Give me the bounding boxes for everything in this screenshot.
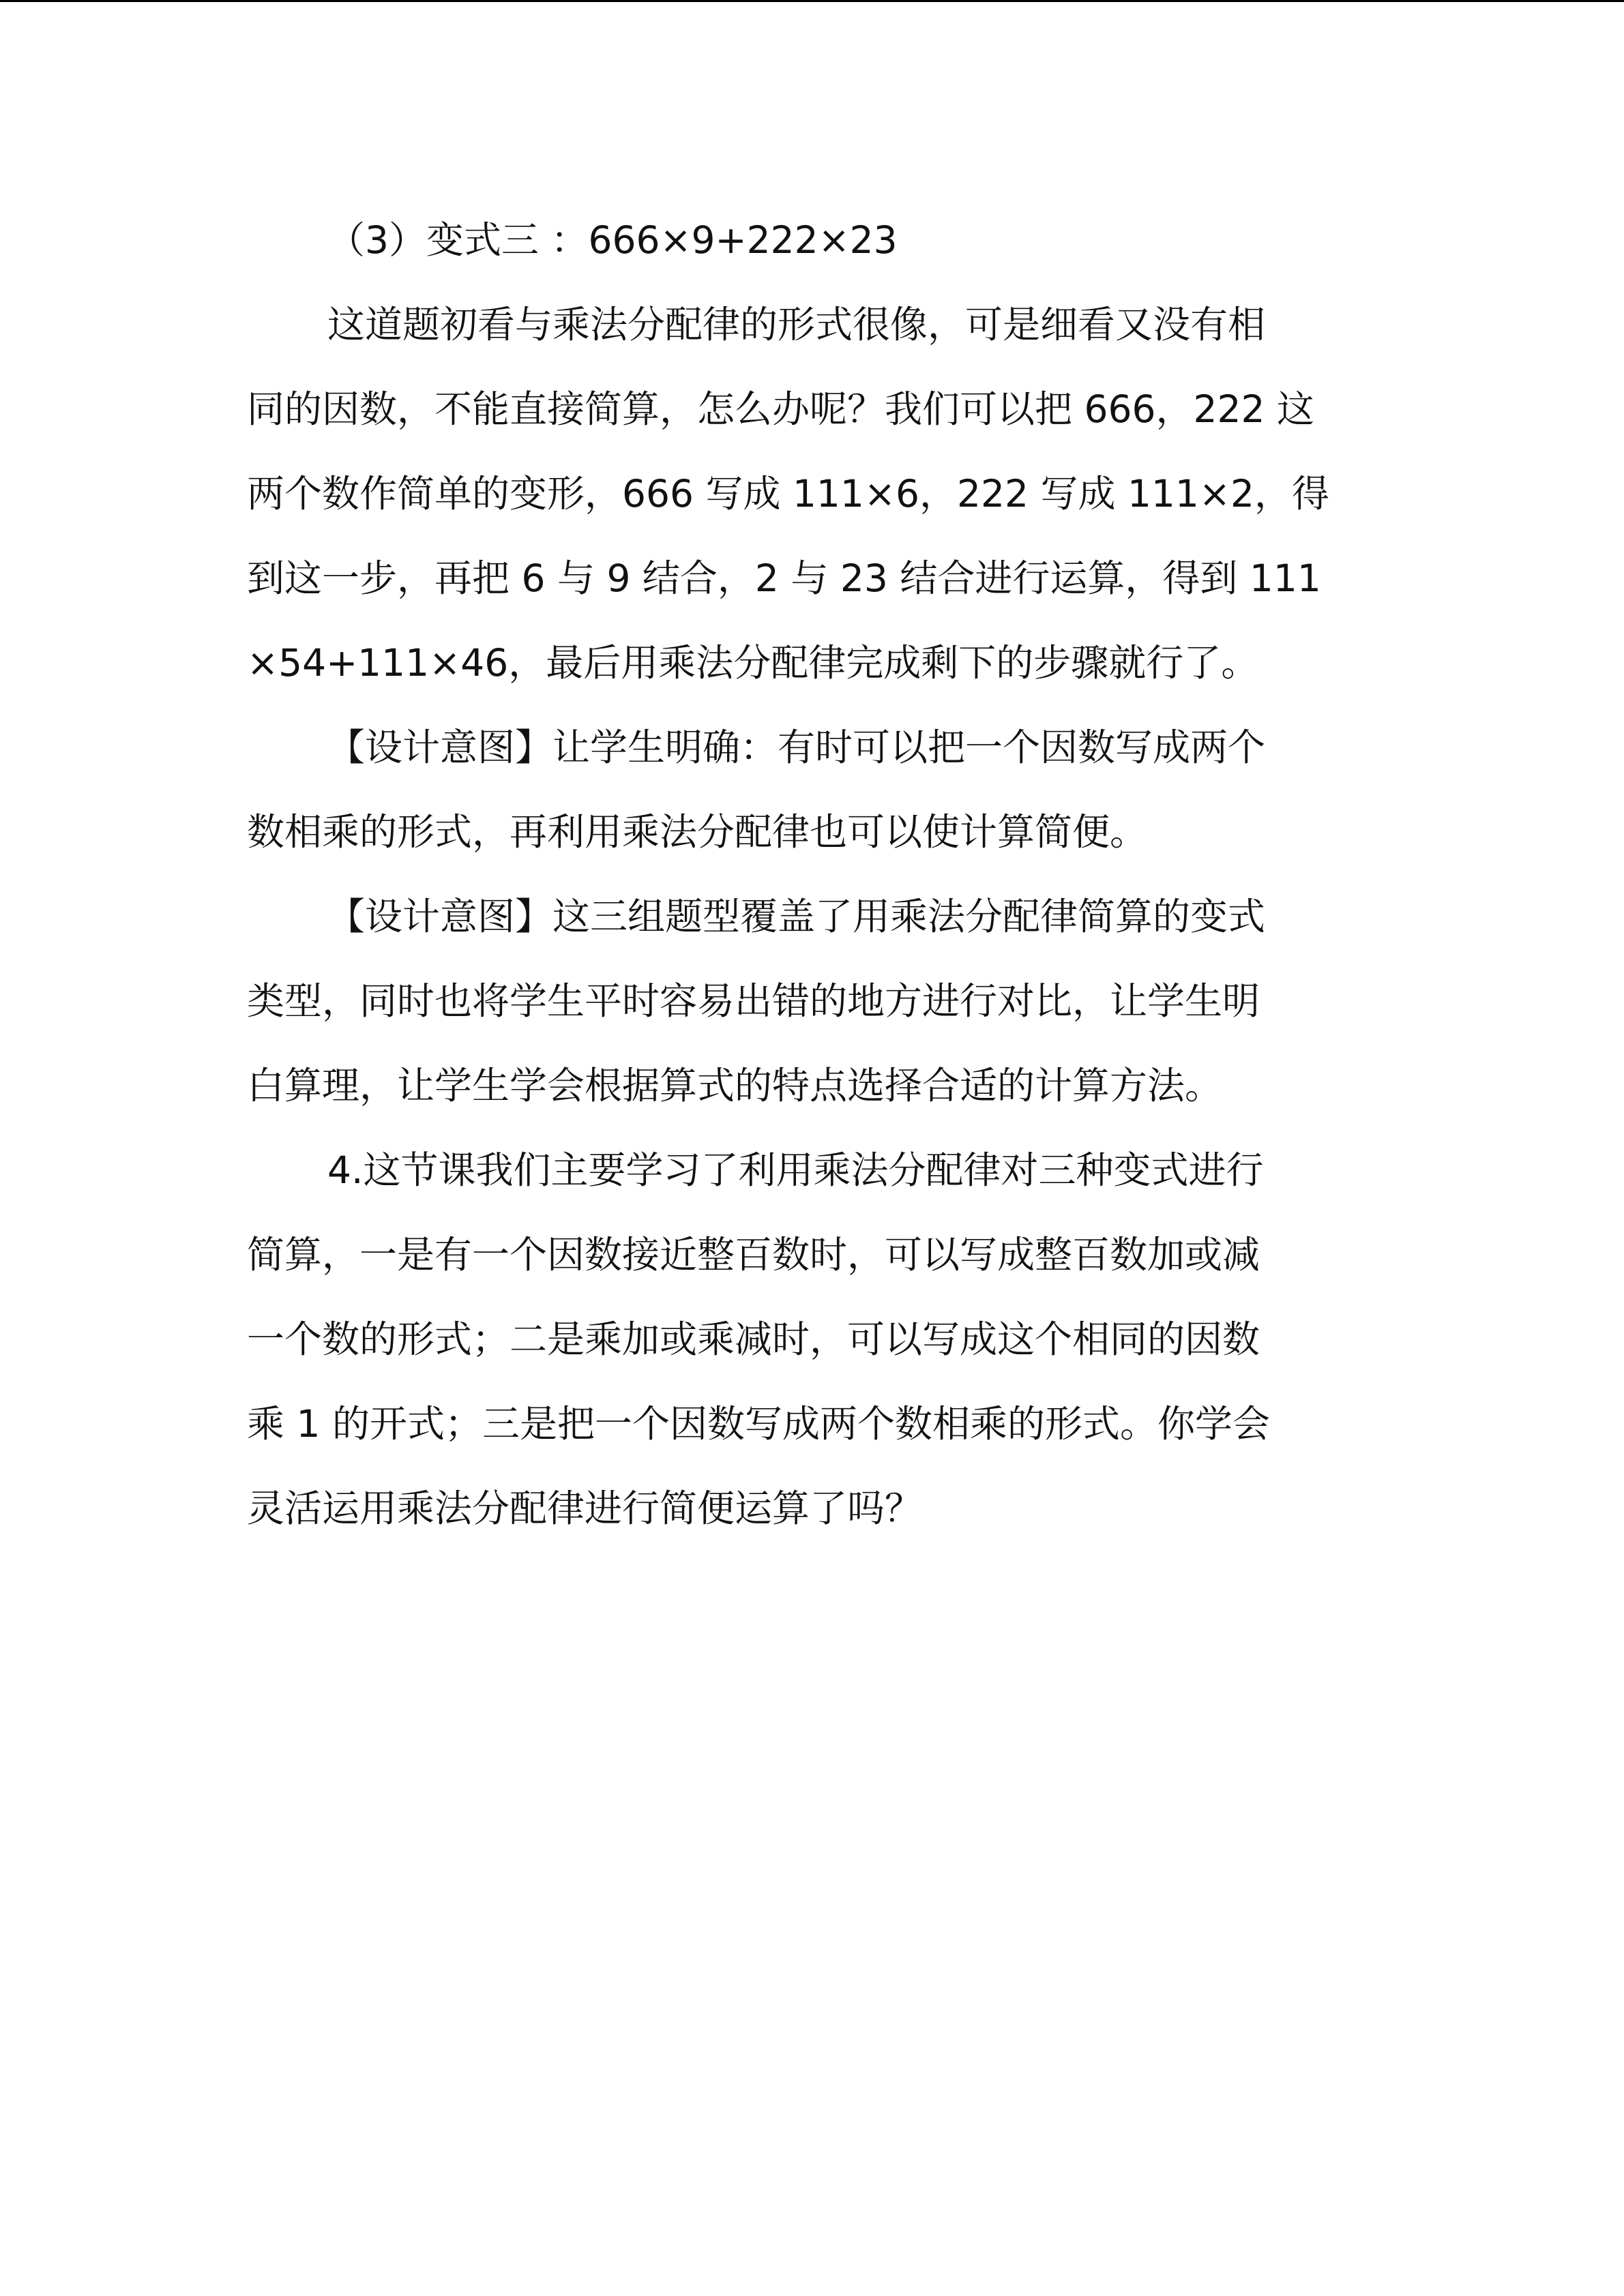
paragraph-line: 同的因数，不能直接简算，怎么办呢？我们可以把 666，222 这 — [247, 387, 1314, 431]
design-intent-line: 数相乘的形式，再利用乘法分配律也可以使计算简便。 — [247, 810, 1148, 854]
page-top-border — [0, 0, 1624, 2]
summary-line: 简算，一是有一个因数接近整百数时，可以写成整百数加或减 — [247, 1233, 1260, 1277]
paragraph-line: 两个数作简单的变形，666 写成 111×6，222 写成 111×2，得 — [247, 472, 1329, 516]
design-intent-line: 【设计意图】这三组题型覆盖了用乘法分配律简算的变式 — [327, 895, 1266, 938]
paragraph-line: 这道题初看与乘法分配律的形式很像，可是细看又没有相 — [327, 303, 1266, 346]
paragraph-line: ×54+111×46，最后用乘法分配律完成剩下的步骤就行了。 — [247, 641, 1259, 685]
heading-variant-three: （3）变式三 ：666×9+222×23 — [327, 218, 898, 262]
design-intent-line: 类型，同时也将学生平时容易出错的地方进行对比，让学生明 — [247, 979, 1260, 1023]
summary-line: 4.这节课我们主要学习了利用乘法分配律对三种变式进行 — [327, 1148, 1264, 1192]
summary-line: 乘 1 的开式；三是把一个因数写成两个数相乘的形式。你学会 — [247, 1402, 1270, 1446]
document-body — [247, 198, 1372, 1551]
summary-line: 一个数的形式；二是乘加或乘减时，可以写成这个相同的因数 — [247, 1317, 1260, 1361]
design-intent-line: 【设计意图】让学生明确：有时可以把一个因数写成两个 — [327, 726, 1266, 769]
design-intent-line: 白算理，让学生学会根据算式的特点选择合适的计算方法。 — [247, 1064, 1223, 1107]
summary-line: 灵活运用乘法分配律进行简便运算了吗？ — [247, 1487, 923, 1530]
paragraph-line: 到这一步，再把 6 与 9 结合，2 与 23 结合进行运算，得到 111 — [247, 556, 1321, 600]
